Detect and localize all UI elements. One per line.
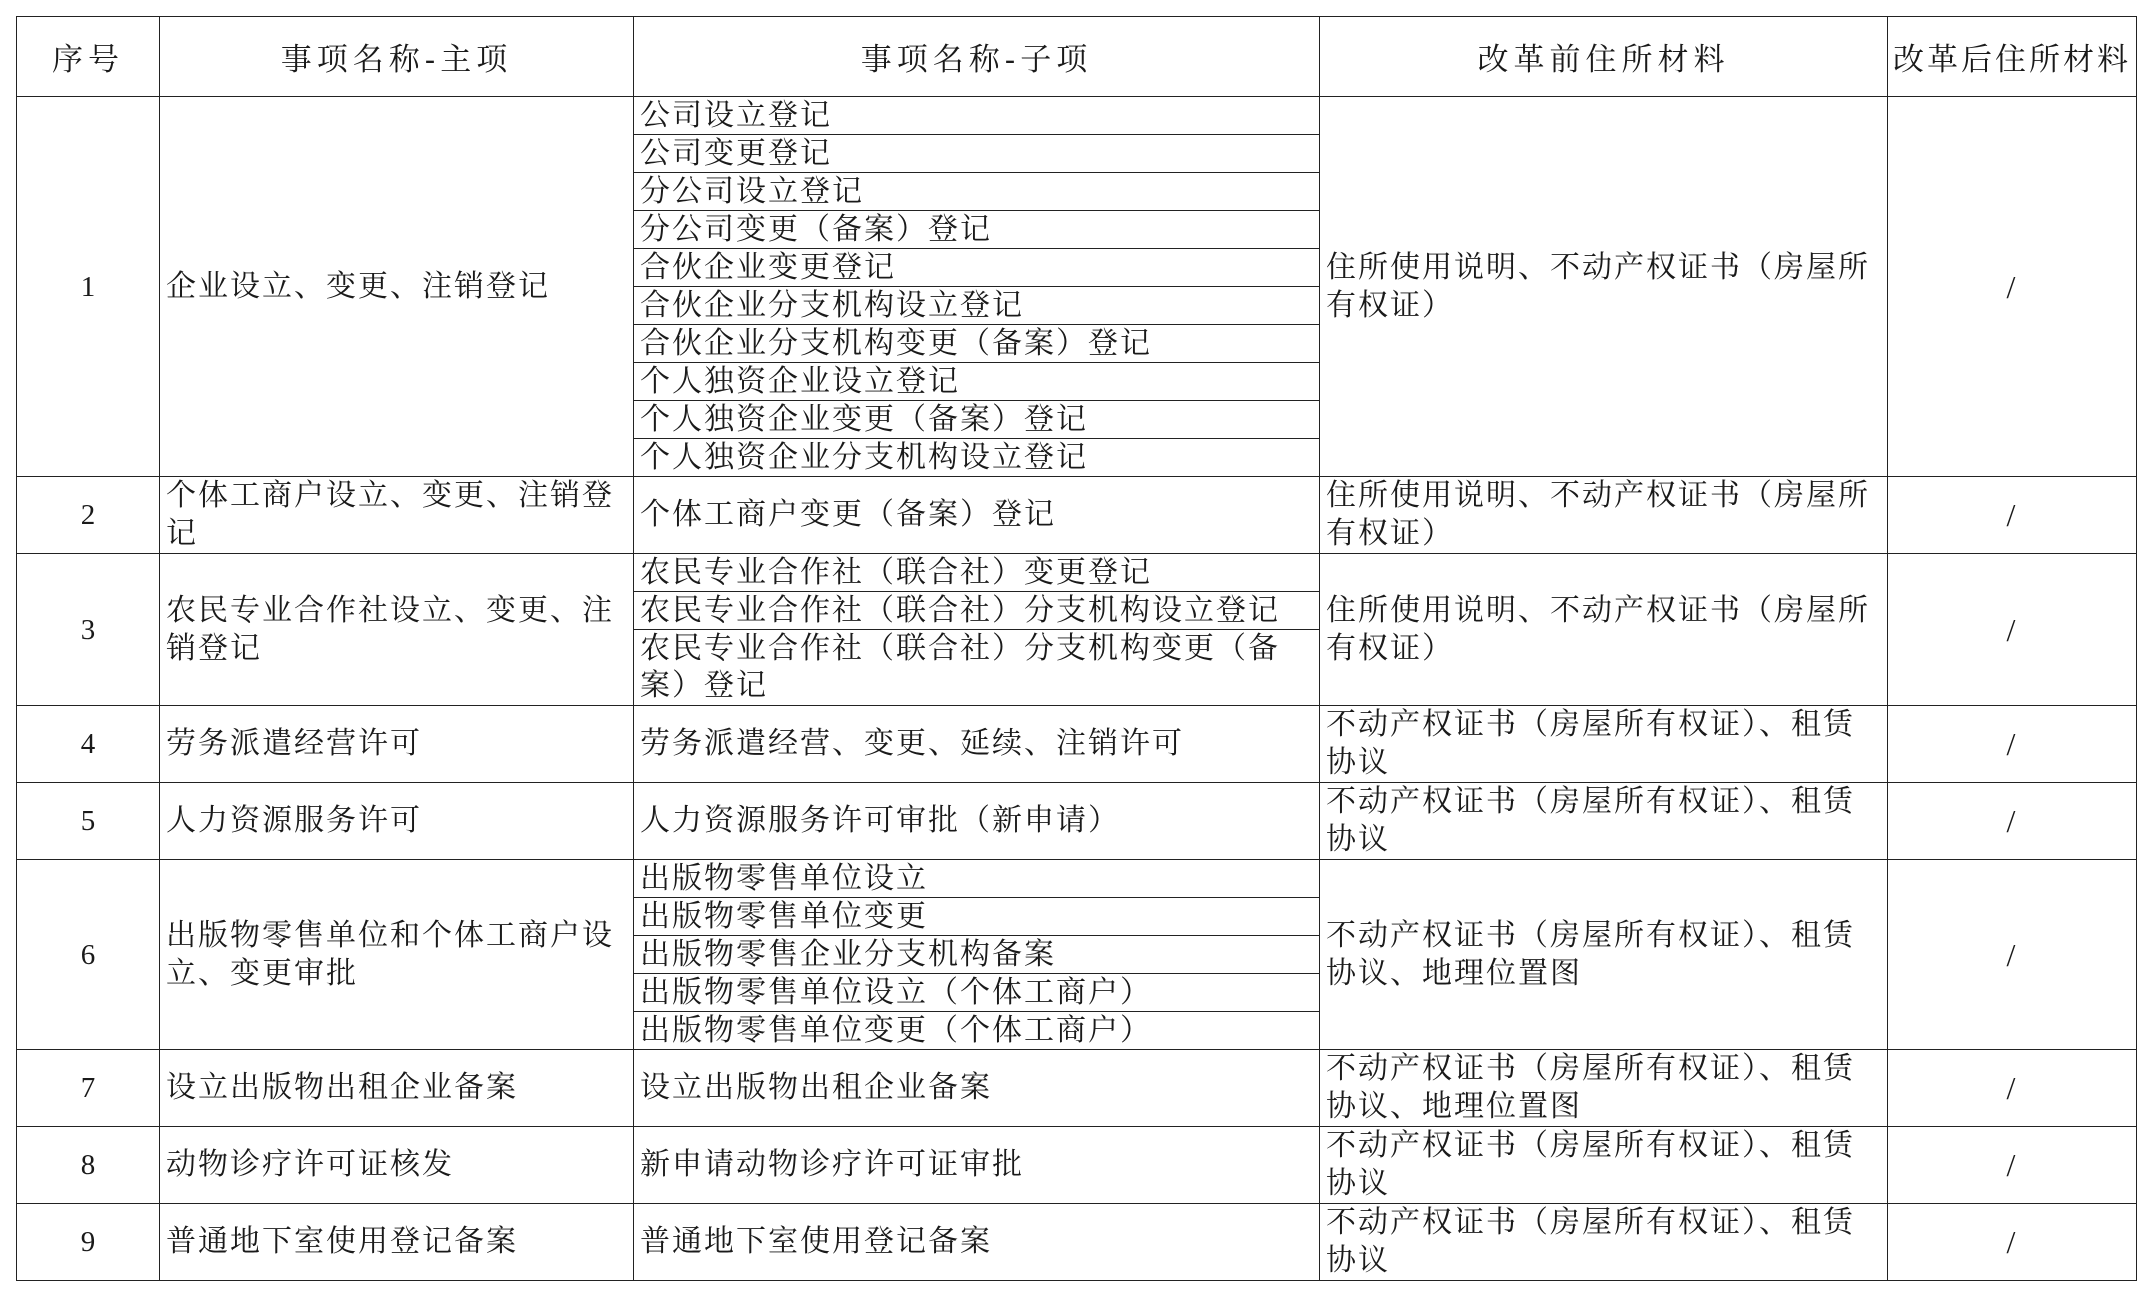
sub-item: 出版物零售单位设立（个体工商户） <box>634 974 1319 1012</box>
sub-item: 公司变更登记 <box>634 135 1319 173</box>
main-item: 人力资源服务许可 <box>160 783 634 860</box>
after-reform-materials: / <box>1888 706 2137 783</box>
sub-item: 个人独资企业分支机构设立登记 <box>640 440 1088 475</box>
sub-item: 出版物零售单位变更 <box>634 898 1319 936</box>
sub-item: 出版物零售单位设立 <box>634 860 1319 898</box>
sub-item-list <box>634 860 1320 1050</box>
row-number: 5 <box>17 783 160 860</box>
row-number: 1 <box>17 97 160 477</box>
sub-item: 新申请动物诊疗许可证审批 <box>634 1127 1320 1204</box>
header-after-reform: 改革后住所材料 <box>1888 17 2137 97</box>
sub-item: 农民专业合作社（联合社）变更登记 <box>634 554 1319 592</box>
row-number: 7 <box>17 1050 160 1127</box>
sub-item: 农民专业合作社（联合社）分支机构变更（备案）登记 <box>640 631 1280 703</box>
residence-materials-table <box>16 16 2137 1281</box>
sub-item: 合伙企业分支机构变更（备案）登记 <box>634 325 1319 363</box>
main-item: 农民专业合作社设立、变更、注销登记 <box>160 554 634 706</box>
sub-item: 出版物零售企业分支机构备案 <box>634 936 1319 974</box>
sub-item: 农民专业合作社（联合社）分支机构设立登记 <box>634 592 1319 630</box>
sub-item: 个人独资企业设立登记 <box>634 363 1319 401</box>
sub-item-list <box>634 97 1320 477</box>
header-seq: 序号 <box>17 17 160 97</box>
row-number: 2 <box>17 477 160 554</box>
sub-item: 公司设立登记 <box>634 97 1319 135</box>
header-sub-item: 事项名称-子项 <box>634 17 1320 97</box>
before-reform-materials: 不动产权证书（房屋所有权证）、租赁协议、地理位置图 <box>1320 860 1888 1050</box>
after-reform-materials: / <box>1888 1127 2137 1204</box>
table-row <box>17 1127 2137 1204</box>
main-item: 动物诊疗许可证核发 <box>160 1127 634 1204</box>
after-reform-materials: / <box>1888 477 2137 554</box>
sub-item: 普通地下室使用登记备案 <box>634 1204 1320 1281</box>
sub-item: 合伙企业分支机构设立登记 <box>634 287 1319 325</box>
header-row <box>17 17 2137 97</box>
row-number: 8 <box>17 1127 160 1204</box>
table-row <box>17 783 2137 860</box>
after-reform-materials: / <box>1888 554 2137 706</box>
after-reform-materials: / <box>1888 783 2137 860</box>
main-item: 设立出版物出租企业备案 <box>160 1050 634 1127</box>
row-number: 6 <box>17 860 160 1050</box>
sub-item: 劳务派遣经营、变更、延续、注销许可 <box>634 706 1320 783</box>
sub-item: 出版物零售单位变更（个体工商户） <box>640 1013 1152 1048</box>
before-reform-materials: 住所使用说明、不动产权证书（房屋所有权证） <box>1320 554 1888 706</box>
before-reform-materials: 住所使用说明、不动产权证书（房屋所有权证） <box>1320 97 1888 477</box>
table-row <box>17 1204 2137 1281</box>
row-number: 3 <box>17 554 160 706</box>
main-item: 企业设立、变更、注销登记 <box>160 97 634 477</box>
table-row <box>17 477 2137 554</box>
table-row <box>17 706 2137 783</box>
after-reform-materials: / <box>1888 860 2137 1050</box>
before-reform-materials: 不动产权证书（房屋所有权证）、租赁协议、地理位置图 <box>1320 1050 1888 1127</box>
sub-item: 分公司设立登记 <box>634 173 1319 211</box>
sub-item: 合伙企业变更登记 <box>634 249 1319 287</box>
before-reform-materials: 住所使用说明、不动产权证书（房屋所有权证） <box>1320 477 1888 554</box>
before-reform-materials: 不动产权证书（房屋所有权证）、租赁协议 <box>1320 1127 1888 1204</box>
after-reform-materials: / <box>1888 1050 2137 1127</box>
sub-item: 个人独资企业变更（备案）登记 <box>634 401 1319 439</box>
before-reform-materials: 不动产权证书（房屋所有权证）、租赁协议 <box>1320 706 1888 783</box>
before-reform-materials: 不动产权证书（房屋所有权证）、租赁协议 <box>1320 1204 1888 1281</box>
table-row <box>17 97 2137 477</box>
main-item: 劳务派遣经营许可 <box>160 706 634 783</box>
header-before-reform: 改革前住所材料 <box>1320 17 1888 97</box>
table-row <box>17 554 2137 706</box>
sub-item: 分公司变更（备案）登记 <box>634 211 1319 249</box>
after-reform-materials: / <box>1888 97 2137 477</box>
before-reform-materials: 不动产权证书（房屋所有权证）、租赁协议 <box>1320 783 1888 860</box>
sub-item: 设立出版物出租企业备案 <box>634 1050 1320 1127</box>
table-row <box>17 1050 2137 1127</box>
header-main-item: 事项名称-主项 <box>160 17 634 97</box>
sub-item: 个体工商户变更（备案）登记 <box>634 477 1320 554</box>
sub-item-list <box>634 554 1320 706</box>
table-row <box>17 860 2137 1050</box>
after-reform-materials: / <box>1888 1204 2137 1281</box>
main-item: 个体工商户设立、变更、注销登记 <box>160 477 634 554</box>
row-number: 9 <box>17 1204 160 1281</box>
main-item: 普通地下室使用登记备案 <box>160 1204 634 1281</box>
sub-item: 人力资源服务许可审批（新申请） <box>634 783 1320 860</box>
row-number: 4 <box>17 706 160 783</box>
main-item: 出版物零售单位和个体工商户设立、变更审批 <box>160 860 634 1050</box>
